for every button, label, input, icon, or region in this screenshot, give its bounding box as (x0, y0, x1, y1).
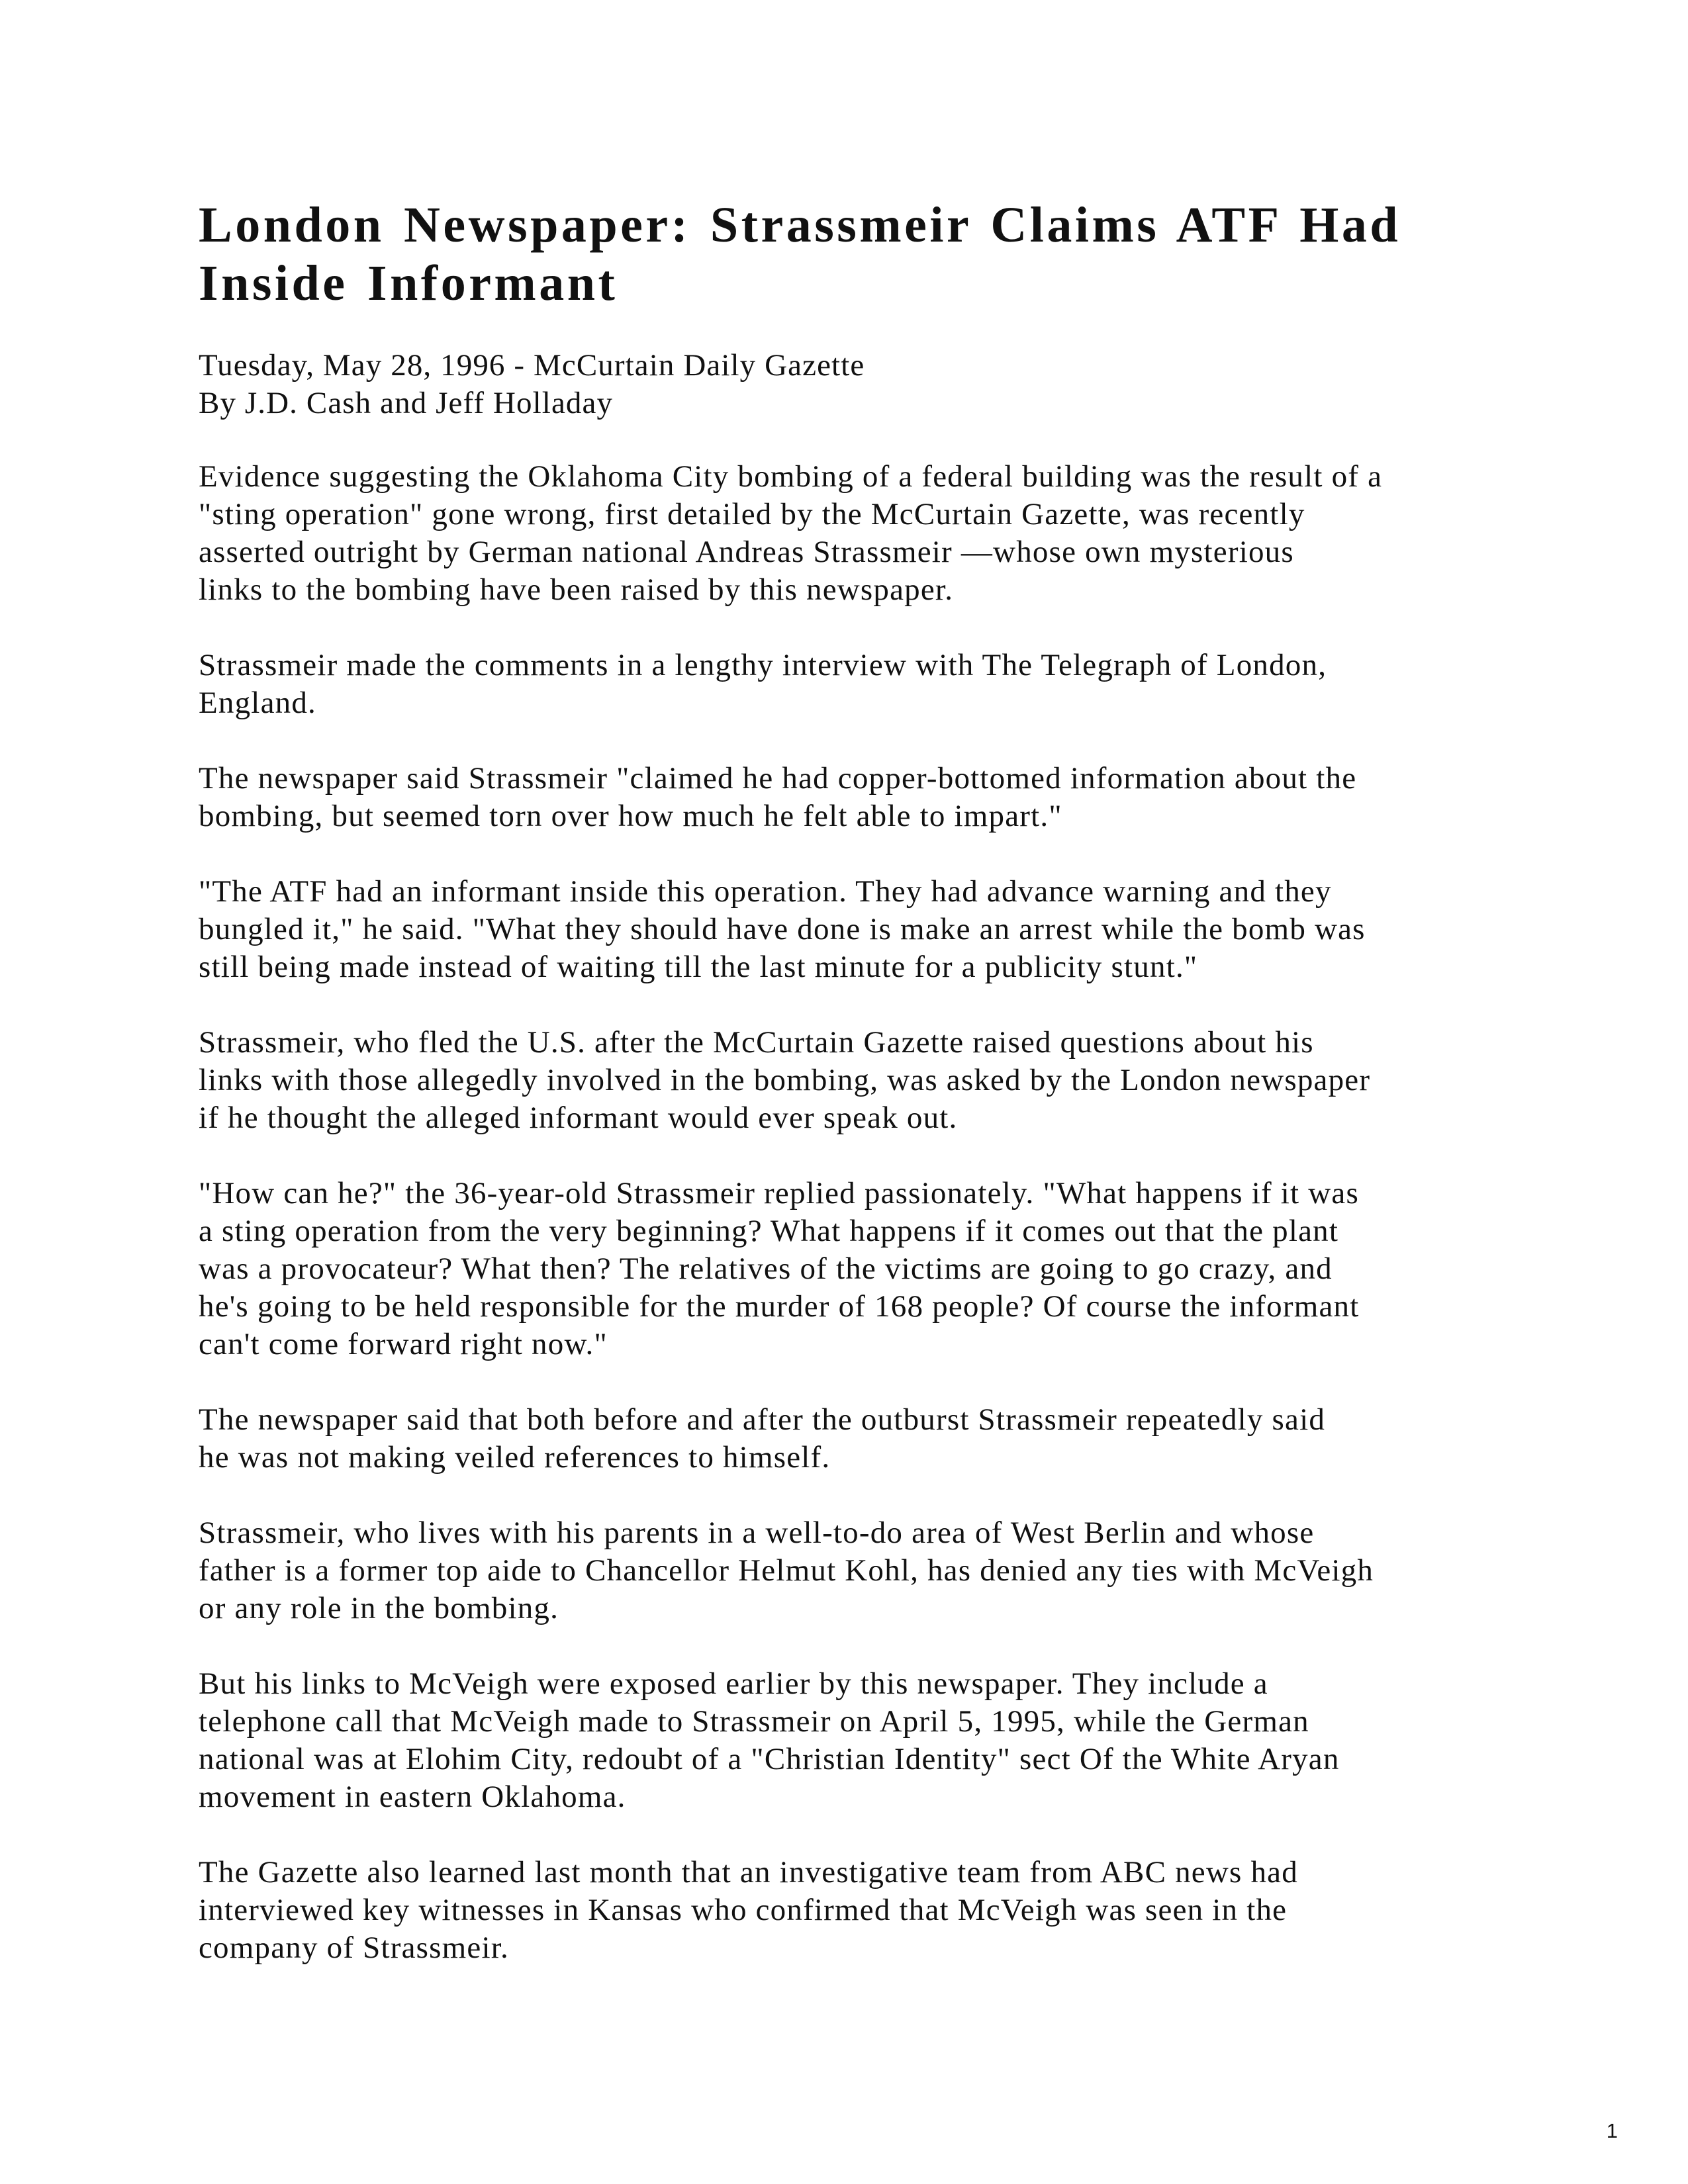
article-paragraph-8: Strassmeir, who lives with his parents in a well-to-do area of West Berlin and whose father is a former top aide to Chancellor Helmut Kohl, has denied any ties with McVeigh or any role in the bombing. (199, 1516, 1374, 1625)
article-paragraph-3: The newspaper said Strassmeir "claimed he had copper-bottomed information about the bombing, but seemed torn over how much he felt able to impart." (199, 761, 1357, 833)
page-number: 1 (1606, 2119, 1618, 2142)
article-paragraph-6: "How can he?" the 36-year-old Strassmeir replied passionately. "What happens if it was a sting operation from the very beginning? What happens if it comes out that the plant was a provocateur? What then? The relatives of the victims are going to go crazy, and he's going to be held responsible for the murder of 168 people? Of course the informant can't come forward right now." (199, 1176, 1360, 1361)
article-byline: By J.D. Cash and Jeff Holladay (199, 386, 614, 420)
article-paragraph-4: "The ATF had an informant inside this operation. They had advance warning and they bungled it," he said. "What they should have done is make an arrest while the bomb was still being made instead of waiting till the last minute for a publicity stunt." (199, 874, 1366, 984)
article-paragraph-9: But his links to McVeigh were exposed earlier by this newspaper. They include a telephone call that McVeigh made to Strassmeir on April 5, 1995, while the German national was at Elohim City, redoubt of a "Christian Identity" sect Of the White Aryan movement in eastern Oklahoma. (199, 1666, 1340, 1814)
article-body (199, 458, 1496, 2005)
article-dateline: Tuesday, May 28, 1996 - McCurtain Daily Gazette (199, 348, 865, 383)
article-paragraph-2: Strassmeir made the comments in a lengthy interview with The Telegraph of London, England. (199, 648, 1327, 720)
article-paragraph-10: The Gazette also learned last month that an investigative team from ABC news had interviewed key witnesses in Kansas who confirmed that McVeigh was seen in the company of Strassmeir. (199, 1855, 1298, 1965)
article-meta (199, 347, 1496, 422)
article-paragraph-5: Strassmeir, who fled the U.S. after the McCurtain Gazette raised questions about his links with those allegedly involved in the bombing, was asked by the London newspaper if he thought the alleged informant would ever speak out. (199, 1025, 1371, 1135)
article-paragraph-7: The newspaper said that both before and after the outburst Strassmeir repeatedly said he was not making veiled references to himself. (199, 1402, 1326, 1475)
article-headline: London Newspaper: Strassmeir Claims ATF Had Inside Informant (199, 197, 1401, 311)
article-paragraph-1: Evidence suggesting the Oklahoma City bombing of a federal building was the result of a "sting operation" gone wrong, first detailed by the McCurtain Gazette, was recently asserted outright by German national Andreas Strassmeir —whose own mysterious links to the bombing have been raised by this newspaper. (199, 459, 1383, 607)
